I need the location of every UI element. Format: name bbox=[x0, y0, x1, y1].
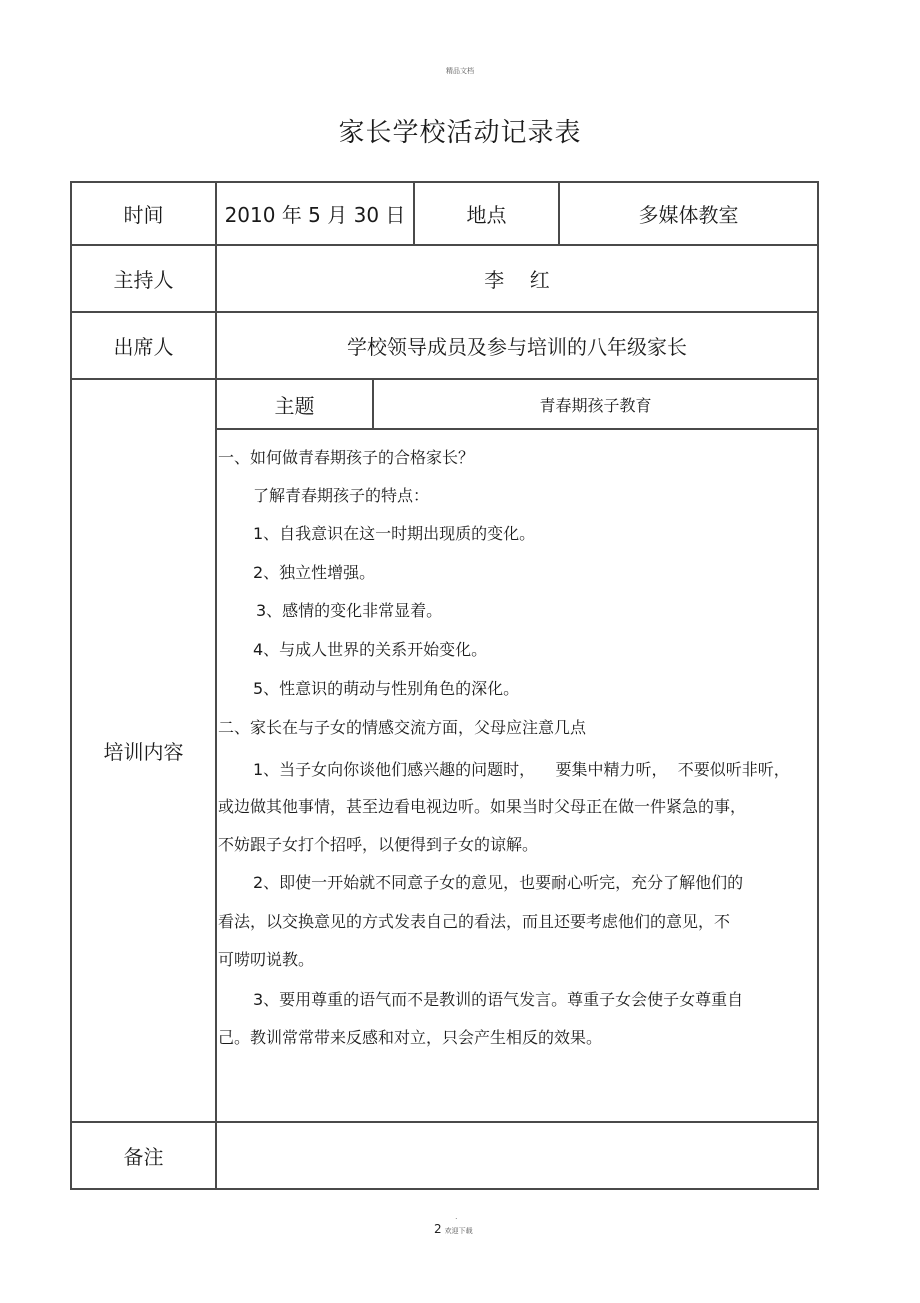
content-line: 4、与成人世界的关系开始变化。 bbox=[253, 640, 488, 659]
attendees-value: 学校领导成员及参与培训的八年级家长 bbox=[347, 335, 687, 359]
content-line: 一、如何做青春期孩子的合格家长？ bbox=[218, 448, 475, 467]
content-line: 看法，以交换意见的方式发表自己的看法，而且还要考虑他们的意见，不 bbox=[218, 912, 731, 931]
content-line: 3、要用尊重的语气而不是教训的语气发言。尊重子女会使子女尊重自 bbox=[253, 990, 744, 1009]
host-label: 主持人 bbox=[113, 268, 174, 292]
footer-note: 欢迎下载 bbox=[444, 1227, 473, 1235]
content-line: 1、当子女向你谈他们感兴趣的问题时， 要集中精力听， 不要似听非听， bbox=[253, 760, 790, 779]
header-note: 精品文档 bbox=[446, 67, 474, 75]
content-line: 5、性意识的萌动与性别角色的深化。 bbox=[253, 679, 520, 698]
content-line: 己。教训常常带来反感和对立，只会产生相反的效果。 bbox=[218, 1028, 603, 1047]
training-label: 培训内容 bbox=[103, 740, 184, 764]
time-label: 时间 bbox=[123, 203, 164, 227]
content-line: 不妨跟子女打个招呼，以便得到子女的谅解。 bbox=[218, 835, 539, 854]
content-line: 2、独立性增强。 bbox=[253, 563, 376, 582]
host-value: 李 红 bbox=[484, 268, 550, 292]
remarks-value bbox=[217, 1123, 817, 1188]
remarks-label: 备注 bbox=[123, 1145, 164, 1169]
time-value: 2010 年 5 月 30 日 bbox=[224, 203, 406, 227]
topic-label: 主题 bbox=[274, 393, 315, 418]
page-footer bbox=[434, 1222, 473, 1236]
topic-value: 青春期孩子教育 bbox=[539, 395, 652, 415]
page-number: 2 bbox=[434, 1222, 442, 1236]
place-label: 地点 bbox=[466, 203, 507, 227]
table-border-bottom bbox=[70, 1188, 819, 1190]
attendees-label: 出席人 bbox=[113, 335, 174, 359]
content-line: 二、家长在与子女的情感交流方面，父母应注意几点 bbox=[218, 718, 587, 737]
place-value: 多媒体教室 bbox=[638, 203, 739, 227]
content-line: 了解青春期孩子的特点： bbox=[253, 486, 430, 505]
page-title: 家长学校活动记录表 bbox=[338, 118, 582, 148]
content-line: 或边做其他事情，甚至边看电视边听。如果当时父母正在做一件紧急的事， bbox=[218, 797, 747, 816]
table-rule bbox=[216, 428, 819, 430]
table-border-right bbox=[817, 181, 819, 1190]
content-line: 2、即使一开始就不同意子女的意见，也要耐心听完，充分了解他们的 bbox=[253, 873, 744, 892]
content-line: 1、自我意识在这一时期出现质的变化。 bbox=[253, 524, 536, 543]
content-line: 3、感情的变化非常显着。 bbox=[256, 601, 443, 620]
content-line: 可唠叨说教。 bbox=[218, 950, 315, 969]
footer-dot: . bbox=[455, 1212, 458, 1221]
